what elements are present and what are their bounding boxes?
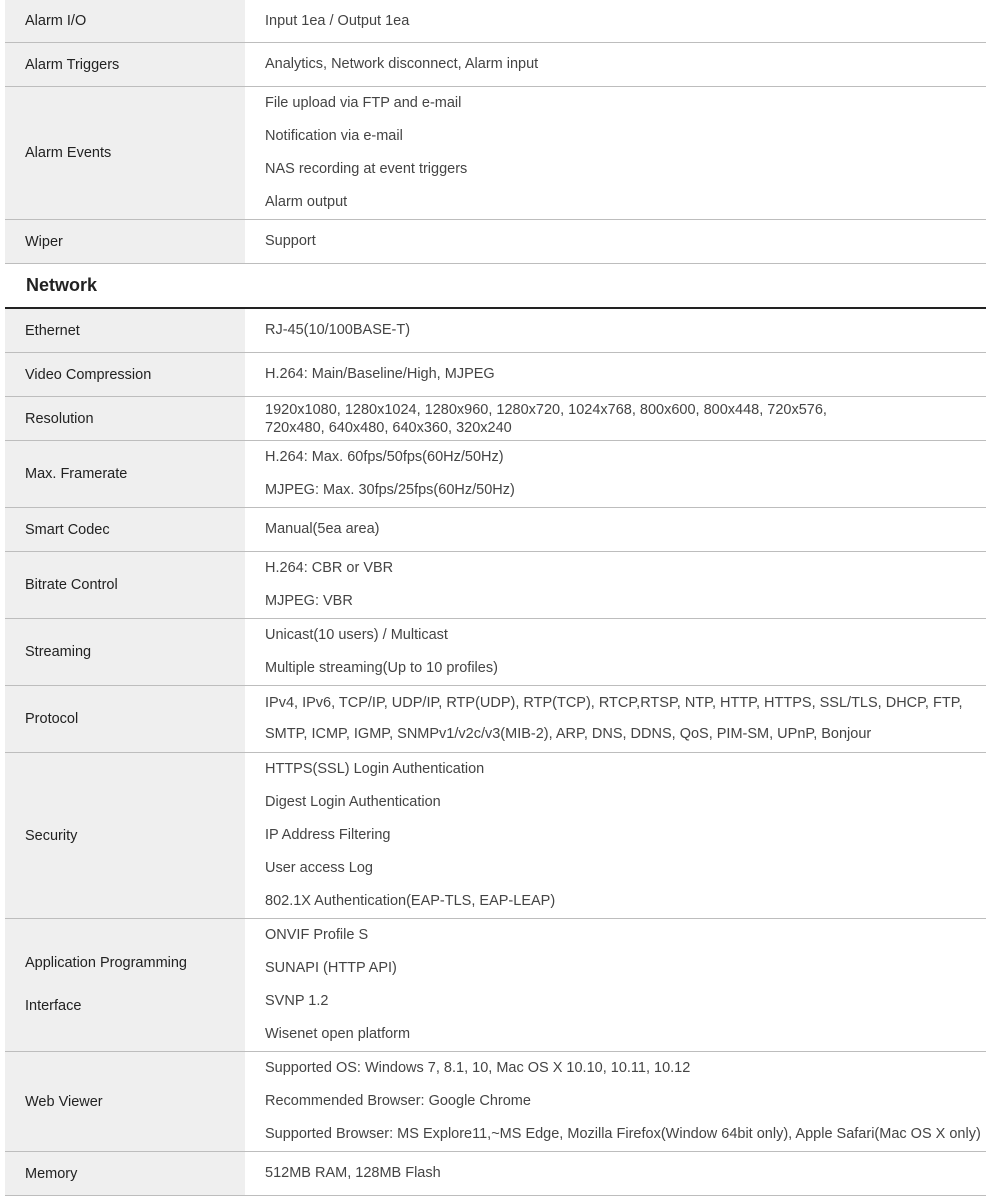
spec-value-line: Digest Login Authentication (265, 794, 441, 810)
spec-value-line: Multiple streaming(Up to 10 profiles) (265, 660, 498, 676)
spec-value (245, 619, 986, 685)
spec-value (245, 1152, 986, 1195)
spec-value-line: RJ-45(10/100BASE-T) (265, 322, 411, 338)
spec-value (245, 309, 986, 352)
spec-value-line: Wisenet open platform (265, 1026, 411, 1042)
spec-label: Web Viewer (5, 1052, 245, 1151)
spec-value-line: Analytics, Network disconnect, Alarm input (265, 56, 539, 72)
spec-value (245, 508, 986, 551)
spec-row-alarm-events (5, 87, 986, 220)
spec-value-line: SUNAPI (HTTP API) (265, 960, 397, 976)
spec-value-line: SVNP 1.2 (265, 993, 329, 1009)
spec-label: Resolution (5, 397, 245, 440)
spec-row-memory (5, 1152, 986, 1196)
spec-value (245, 753, 986, 918)
spec-label: Memory (5, 1152, 245, 1195)
spec-value-line: Support (265, 233, 316, 249)
spec-value-line: Supported OS: Windows 7, 8.1, 10, Mac OS X 10.10, 10.11, 10.12 (265, 1060, 691, 1076)
network-spec-table (5, 309, 986, 1196)
spec-value-line: MJPEG: VBR (265, 593, 353, 609)
spec-value (245, 919, 986, 1051)
spec-row-max-framerate (5, 441, 986, 508)
spec-row-api (5, 919, 986, 1052)
spec-row-streaming (5, 619, 986, 686)
spec-label: Streaming (5, 619, 245, 685)
spec-label (5, 919, 245, 1051)
spec-label: Alarm Events (5, 87, 245, 219)
spec-value-line: 1920x1080, 1280x1024, 1280x960, 1280x720, 1024x768, 800x600, 800x448, 720x576, (265, 401, 827, 418)
spec-row-bitrate-control (5, 552, 986, 619)
spec-value-line: ONVIF Profile S (265, 927, 369, 943)
spec-value-line: Alarm output (265, 194, 348, 210)
spec-label: Smart Codec (5, 508, 245, 551)
spec-value-line: H.264: Main/Baseline/High, MJPEG (265, 366, 495, 382)
spec-row-alarm-triggers (5, 43, 986, 87)
spec-value (245, 397, 986, 440)
spec-row-wiper (5, 220, 986, 264)
spec-label: Alarm Triggers (5, 43, 245, 86)
spec-value-line: H.264: Max. 60fps/50fps(60Hz/50Hz) (265, 449, 504, 465)
spec-value-line: Unicast(10 users) / Multicast (265, 627, 448, 643)
spec-label: Wiper (5, 220, 245, 263)
spec-value-line: Manual(5ea area) (265, 521, 380, 537)
spec-value-line: File upload via FTP and e-mail (265, 95, 462, 111)
spec-label-line: Application Programming (25, 955, 187, 971)
spec-label: Max. Framerate (5, 441, 245, 507)
spec-row-security (5, 753, 986, 919)
spec-label: Alarm I/O (5, 0, 245, 42)
spec-value-line: MJPEG: Max. 30fps/25fps(60Hz/50Hz) (265, 482, 515, 498)
alarm-spec-table (5, 0, 986, 264)
spec-value-line: Supported Browser: MS Explore11,~MS Edge, Mozilla Firefox(Window 64bit only), Apple Safari(Mac OS X only) (265, 1126, 981, 1142)
spec-value (245, 220, 986, 263)
section-title: Network (26, 275, 98, 295)
spec-row-video-compression (5, 353, 986, 397)
spec-row-web-viewer (5, 1052, 986, 1152)
spec-value-line: 802.1X Authentication(EAP-TLS, EAP-LEAP) (265, 893, 556, 909)
spec-value (245, 87, 986, 219)
spec-value (245, 1052, 986, 1151)
spec-value-line: NAS recording at event triggers (265, 161, 468, 177)
spec-value-line: IP Address Filtering (265, 827, 391, 843)
spec-value-line: Input 1ea / Output 1ea (265, 12, 410, 29)
spec-row-resolution (5, 397, 986, 441)
spec-value (245, 552, 986, 618)
spec-value-line: User access Log (265, 860, 373, 876)
spec-label: Video Compression (5, 353, 245, 396)
spec-value (245, 353, 986, 396)
spec-value-line: Notification via e-mail (265, 128, 403, 144)
spec-label: Bitrate Control (5, 552, 245, 618)
spec-value (245, 0, 986, 42)
spec-value-line: 512MB RAM, 128MB Flash (265, 1165, 441, 1181)
spec-row-ethernet (5, 309, 986, 353)
spec-value-line: H.264: CBR or VBR (265, 560, 394, 576)
spec-value-line: IPv4, IPv6, TCP/IP, UDP/IP, RTP(UDP), RTP(TCP), RTCP,RTSP, NTP, HTTP, HTTPS, SSL/TLS, DHCP, FTP, (265, 695, 963, 711)
spec-label: Ethernet (5, 309, 245, 352)
spec-value-line: HTTPS(SSL) Login Authentication (265, 761, 485, 777)
spec-label-line: Interface (25, 998, 82, 1014)
spec-value (245, 441, 986, 507)
spec-value (245, 686, 986, 752)
network-section-header (5, 264, 986, 309)
spec-value-line: SMTP, ICMP, IGMP, SNMPv1/v2c/v3(MIB-2), ARP, DNS, DDNS, QoS, PIM-SM, UPnP, Bonjour (265, 726, 872, 742)
spec-value-line: 720x480, 640x480, 640x360, 320x240 (265, 419, 512, 436)
spec-row-alarm-io (5, 0, 986, 43)
spec-label: Security (5, 753, 245, 918)
spec-row-protocol (5, 686, 986, 753)
spec-value-line: Recommended Browser: Google Chrome (265, 1093, 531, 1109)
spec-row-smart-codec (5, 508, 986, 552)
spec-label: Protocol (5, 686, 245, 752)
spec-value (245, 43, 986, 86)
